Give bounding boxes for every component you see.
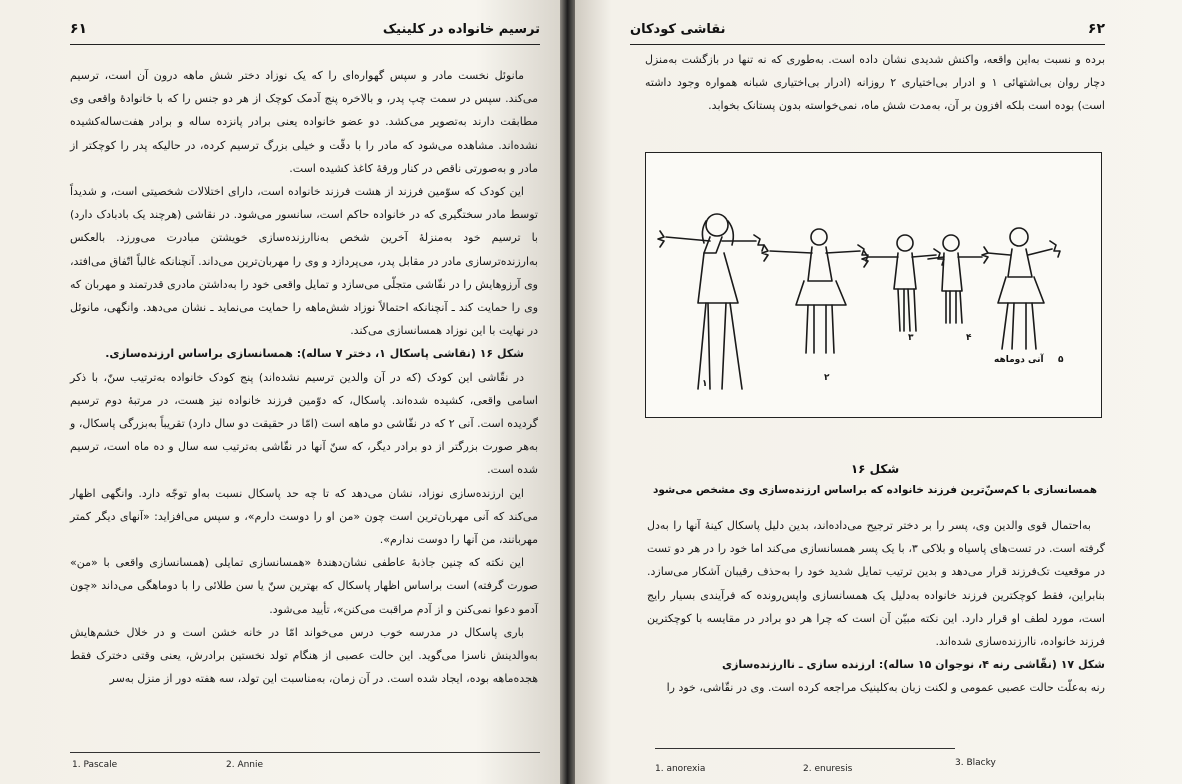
right-bottom-text [647, 514, 1105, 700]
right-footnote-1: 1. anorexia [655, 764, 706, 774]
left-page-number: ۶۱ [70, 21, 88, 37]
figure-16-title: شکل ۱۶ [850, 462, 900, 476]
book-gutter [560, 0, 575, 784]
drawn-child-figure-1 [658, 214, 764, 389]
right-paragraph: به‌احتمال قوی والدین وی، پسر را بر دختر ترجیح می‌داده‌اند، بدین دلیل پاسکال کینهٔ آنها را به‌دل گرفته است. در تست‌های پاسیاه و بلاکی ۳، با یک پسر همسانسازی می‌کند اما خود را در هر دو تست در موقعیت تک‌فرزند قرار می‌دهد و بدین ترتیب تمایل شدید خود را به‌حذف رقیبان آشکار می‌سازد. بنابراین، فقط کوچکترین فرزند خانواده به‌دلیل یک همسانسازی واپس‌رونده که فرآیندی بسیار رایج است، مورد لطف او قرار دارد. این نکته مبیّن آن است که چرا هر دو برادر در مقایسه با کوچکترین فرزند خانواده، ناارزنده‌سازی شده‌اند. [647, 519, 1105, 649]
drawn-child-figure-5 [982, 228, 1060, 349]
left-paragraph: این کودک که سوّمین فرزند از هشت فرزند خانواده است، دارای اختلالات شخصیتی است، و شدیداً توسط مادر سختگیری که در خانواده حاکم است، سانسور می‌شود. در نقاشی (هرچند یک بادبادک دارد) با ترسیم خود به‌منزلهٔ آخرین شخص به‌ناارزنده‌سازی خویشتن مبادرت می‌ورزد. بالعکس به‌ارزنده‌ترسازی مادر در مقابل پدر، می‌پردازد و وی را مهربان‌ترین می‌داند. آنچنانکه غالباً اتّفاق می‌افتد، وی آرزوهایش را در نقّاشی متجلّی می‌سازد و تمایل واقعی خود را به‌داشتن مادری قدرتمند و مهربان که وی را حمایت کند ـ آنچنانکه احتمالاً نوزاد شش‌ماهه را حمایت می‌نماید ـ نشان می‌دهد. وانگهی، مانوئل در نهایت با این نوزاد همسانسازی می‌کند. [70, 185, 538, 338]
left-body-text [70, 64, 538, 690]
left-paragraph: مانوئل نخست مادر و سپس گهواره‌ای را که یک نوزاد دختر شش ماهه درون آن است، ترسیم می‌کند. سپس در سمت چپ پدر، و بالاخره پنج آدمک کوچک از هر دو جنس را که با خانوادهٔ واقعی وی مطابقت دارند به‌تصویر می‌کشد. دو عضو خانواده یعنی برادر پانزده ساله و برادر هفت‌ساله‌کشیده نشده‌اند. مشاهده می‌شود که مادر را با دقّت و خیلی بزرگ ترسیم کرده، در حالیکه پدر را کوچکتر از مادر و به‌صورتی ناقص در کنار ورقهٔ کاغذ کشیده است. [70, 69, 538, 175]
right-footnote-3: 3. Blacky [955, 758, 996, 768]
figure-16-caption: همسانسازی با کم‌سنّ‌ترین فرزند خانواده که براساس ارزنده‌سازی وی مشخص می‌شود [652, 484, 1098, 496]
left-paragraph: باری پاسکال در مدرسه خوب درس می‌خواند امّا در خانه خشن است و در خلال خشم‌هایش به‌والدینش ناسزا می‌گوید. این حالت عصبی از هنگام تولد نخستین برادرش، یعنی وقتی دخترک فقط هجده‌ماهه بوده، ایجاد شده است. در آن زمان، به‌مناسبت این تولد، سه هفته دور از منزل به‌سر [70, 625, 538, 686]
right-footnote-2: 2. enuresis [803, 764, 853, 774]
figure-label-annie: آنی دوماهه [994, 355, 1044, 365]
right-footnote-rule [655, 748, 955, 749]
right-paragraph: رنه به‌علّت حالت عصبی عمومی و لکنت زبان به‌کلینیک مراجعه کرده است. وی در نقّاشی، خود را [666, 681, 1105, 695]
left-footnote-1: 1. Pascale [72, 760, 118, 770]
figure-16-drawing [645, 152, 1102, 418]
drawn-child-figure-4 [928, 235, 982, 323]
figure-17-heading: شکل ۱۷ (نقّاشی رنه ۴، نوجوان ۱۵ ساله): ارزنده سازی ـ ناارزنده‌سازی [721, 658, 1105, 672]
right-page [575, 0, 1182, 784]
left-paragraph: این نکته که چنین جاذبهٔ عاطفی نشان‌دهندهٔ «همسانسازی تمایلی (همسانسازی واقعی با «من» صورت گرفته) است براساس اظهار پاسکال که بهترین سنّ یا سن طلائی را با دوماهگی می‌داند «چون آدمو دعوا نمی‌کنن و از آدم مراقبت می‌کنن»، تأیید می‌شود. [70, 556, 538, 616]
child-drawing-illustration [646, 153, 1101, 417]
figure-16-heading: شکل ۱۶ (نقاشی پاسکال ۱، دختر ۷ ساله): همسانسازی براساس ارزنده‌سازی. [105, 347, 524, 361]
left-header-title: ترسیم خانواده در کلینیک [382, 22, 540, 37]
left-footnote-rule [70, 752, 540, 753]
left-footnote-2: 2. Annie [226, 760, 264, 770]
left-page [0, 0, 560, 784]
right-header-title: نقاشی کودکان [630, 22, 726, 37]
figure-label-2: ۲ [824, 373, 830, 383]
left-running-header [70, 18, 540, 45]
figure-label-1: ۱ [702, 379, 708, 389]
right-page-number: ۶۲ [1087, 21, 1105, 37]
right-running-header [630, 18, 1105, 45]
left-paragraph: در نقّاشی این کودک (که در آن والدین ترسیم نشده‌اند) پنج کودک خانواده به‌ترتیب سنّ، با ذکر اسامی واقعی، کشیده شده‌اند. پاسکال، که دوّمین فرزند خانواده نیز هست، در مرتبهٔ دوم ترسیم گردیده است. آنی ۲ که در نقّاشی دو ماهه است (امّا در حقیقت دو سال دارد) تقریباً به‌بزرگی پاسکال، و به‌هر صورت بزرگتر از دو برادر دیگر، که سنّ آنها در نقّاشی به‌ترتیب سه سال و ده ماه است، ترسیم شده است. [70, 370, 538, 477]
figure-label-5: ۵ [1058, 355, 1064, 365]
figure-label-3: ۳ [908, 333, 914, 343]
drawn-child-figure-2 [762, 229, 868, 353]
drawn-child-figure-3 [862, 235, 944, 331]
right-top-text [645, 48, 1105, 118]
figure-label-4: ۴ [966, 333, 972, 343]
left-paragraph: این ارزنده‌سازی نوزاد، نشان می‌دهد که تا چه حد پاسکال نسبت به‌او توجّه دارد. وانگهی اظهار می‌کند که آنی مهربان‌ترین است چون «من او را دوست دارم»، و سپس می‌افزاید: «آنهای دیگر کمتر مهربانند، من آنها را دوست ندارم». [70, 486, 538, 547]
right-paragraph: برده و نسبت به‌این واقعه، واکنش شدیدی نشان داده است. به‌طوری که نه تنها در بازگشت به‌منزل دچار روان بی‌اشتهائی ۱ و ادرار بی‌اختیاری ۲ روزانه (ادرار بی‌اختیاری شبانه همواره وجود داشته است) بوده است بلکه افزون بر آن، به‌مدت شش ماه، نمی‌خواسته بدون پستانک بخوابد. [645, 53, 1105, 113]
